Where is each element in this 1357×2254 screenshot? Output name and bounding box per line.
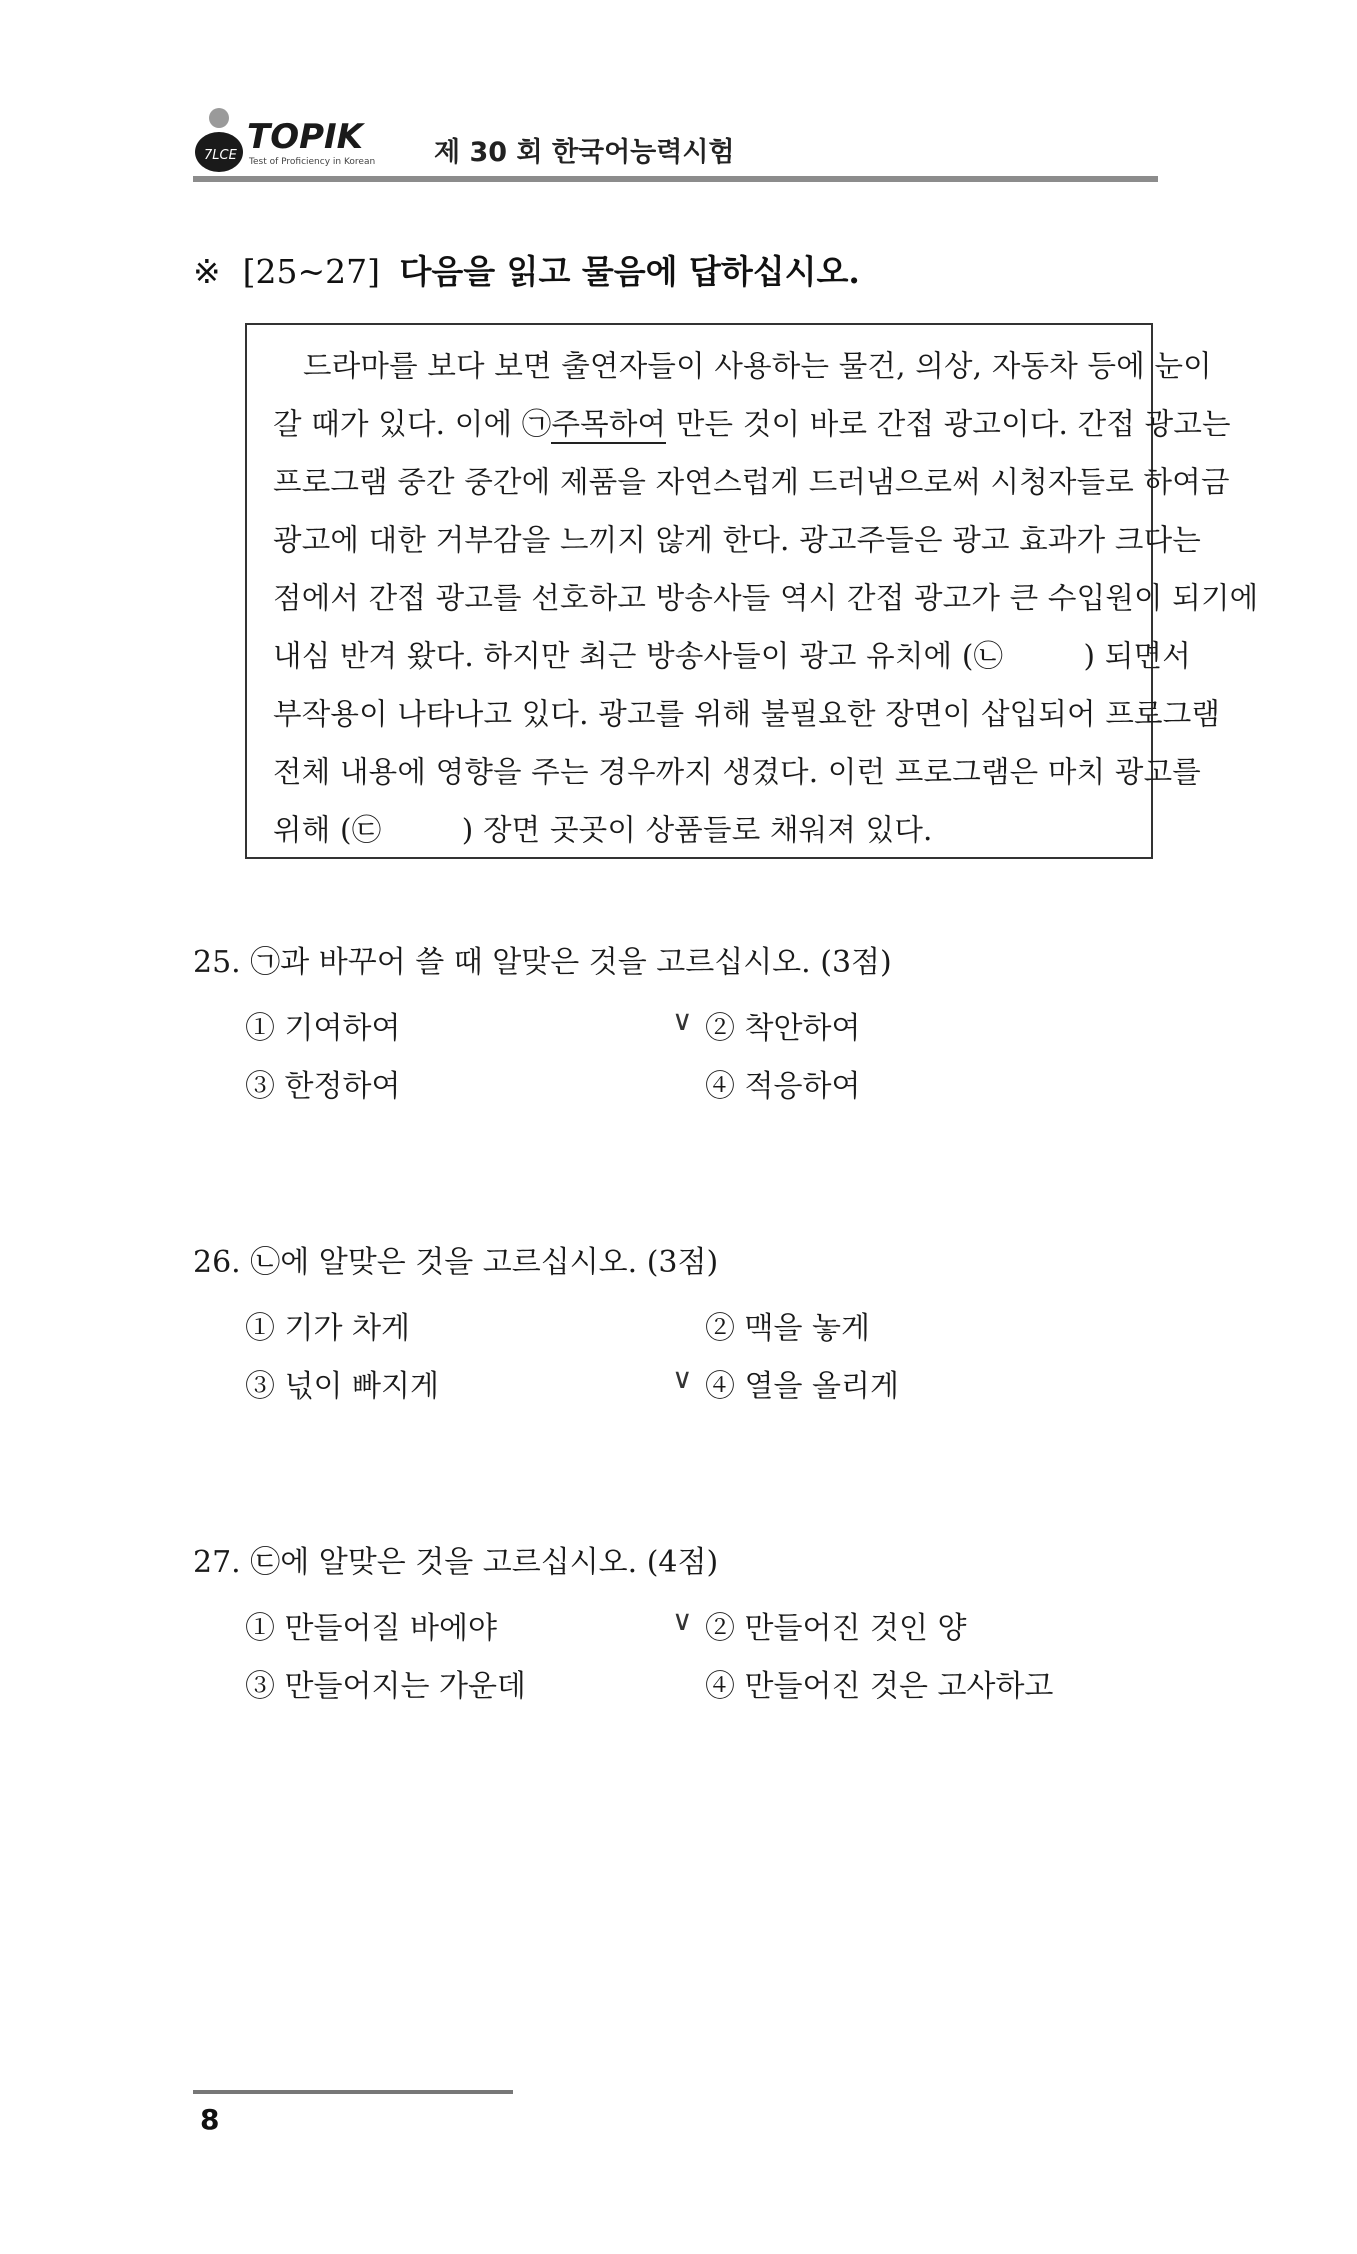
exam-title: 제 30 회 한국어능력시험 (434, 137, 735, 168)
question-range: [25~27] (242, 252, 381, 291)
passage-line: 갈 때가 있다. 이에 ㉠주목하여 만든 것이 바로 간접 광고이다. 간접 광고는 (273, 401, 1129, 443)
underlined-phrase: 주목하여 (551, 407, 666, 444)
page-number: 8 (200, 2103, 220, 2136)
blank-nieun: ㉡ (973, 639, 1004, 673)
passage-line: 위해 (㉢ ) 장면 곳곳이 상품들로 채워져 있다. (273, 807, 1129, 849)
passage-line: 프로그램 중간 중간에 제품을 자연스럽게 드러냄으로써 시청자들로 하여금 (273, 465, 1230, 499)
option-2[interactable]: ② 맥을 놓게 (705, 1311, 870, 1346)
passage-line: 점에서 간접 광고를 선호하고 방송사들 역시 간접 광고가 큰 수입원이 되기에 (273, 581, 1259, 615)
header-divider (193, 176, 1158, 182)
marker-giyeok: ㉠ (521, 407, 552, 441)
passage-box (245, 323, 1259, 859)
passage-line: 내심 반겨 왔다. 하지만 최근 방송사들이 광고 유치에 (㉡ ) 되면서 (273, 633, 1129, 675)
option-2[interactable]: ② 착안하여 (705, 1011, 861, 1046)
footer-divider (193, 2090, 513, 2094)
question-27: 27. ㉢에 알맞은 것을 고르십시오. (4점) (193, 1545, 719, 1580)
option-3[interactable]: ③ 넋이 빠지게 (245, 1369, 439, 1404)
option-4[interactable]: ④ 열을 올리게 (705, 1369, 899, 1404)
logo-subtext: Test of Proficiency in Korean (249, 157, 376, 167)
question-26: 26. ㉡에 알맞은 것을 고르십시오. (3점) (193, 1245, 719, 1280)
option-2[interactable]: ② 만들어진 것인 양 (705, 1611, 967, 1646)
option-4[interactable]: ④ 적응하여 (705, 1069, 861, 1104)
logo-text: TOPIK (247, 117, 364, 157)
reference-mark: ※ (193, 252, 221, 291)
page-header (193, 104, 1158, 182)
option-1[interactable]: ① 기가 차게 (245, 1311, 410, 1346)
option-1[interactable]: ① 기여하여 (245, 1011, 401, 1046)
option-3[interactable]: ③ 한정하여 (245, 1069, 401, 1104)
option-4[interactable]: ④ 만들어진 것은 고사하고 (705, 1669, 1054, 1704)
check-mark: ∨ (672, 1004, 693, 1037)
passage-line: 전체 내용에 영향을 주는 경우까지 생겼다. 이런 프로그램은 마치 광고를 (273, 755, 1201, 789)
passage-line: 부작용이 나타나고 있다. 광고를 위해 불필요한 장면이 삽입되어 프로그램 (273, 697, 1221, 731)
svg-text:7LCE: 7LCE (204, 148, 237, 163)
option-1[interactable]: ① 만들어질 바에야 (245, 1611, 497, 1646)
passage-line: 드라마를 보다 보면 출연자들이 사용하는 물건, 의상, 자동차 등에 눈이 (303, 349, 1212, 383)
instruction (193, 246, 860, 293)
check-mark: ∨ (672, 1604, 693, 1637)
check-mark: ∨ (672, 1362, 693, 1395)
question-25: 25. ㉠과 바꾸어 쓸 때 알맞은 것을 고르십시오. (3점) (193, 945, 892, 980)
option-3[interactable]: ③ 만들어지는 가운데 (245, 1669, 526, 1704)
topik-logo (193, 104, 423, 182)
passage-line: 광고에 대한 거부감을 느끼지 않게 한다. 광고주들은 광고 효과가 크다는 (273, 523, 1201, 557)
instruction-text: 다음을 읽고 물음에 답하십시오. (399, 252, 860, 291)
blank-digeut: ㉢ (351, 813, 382, 847)
